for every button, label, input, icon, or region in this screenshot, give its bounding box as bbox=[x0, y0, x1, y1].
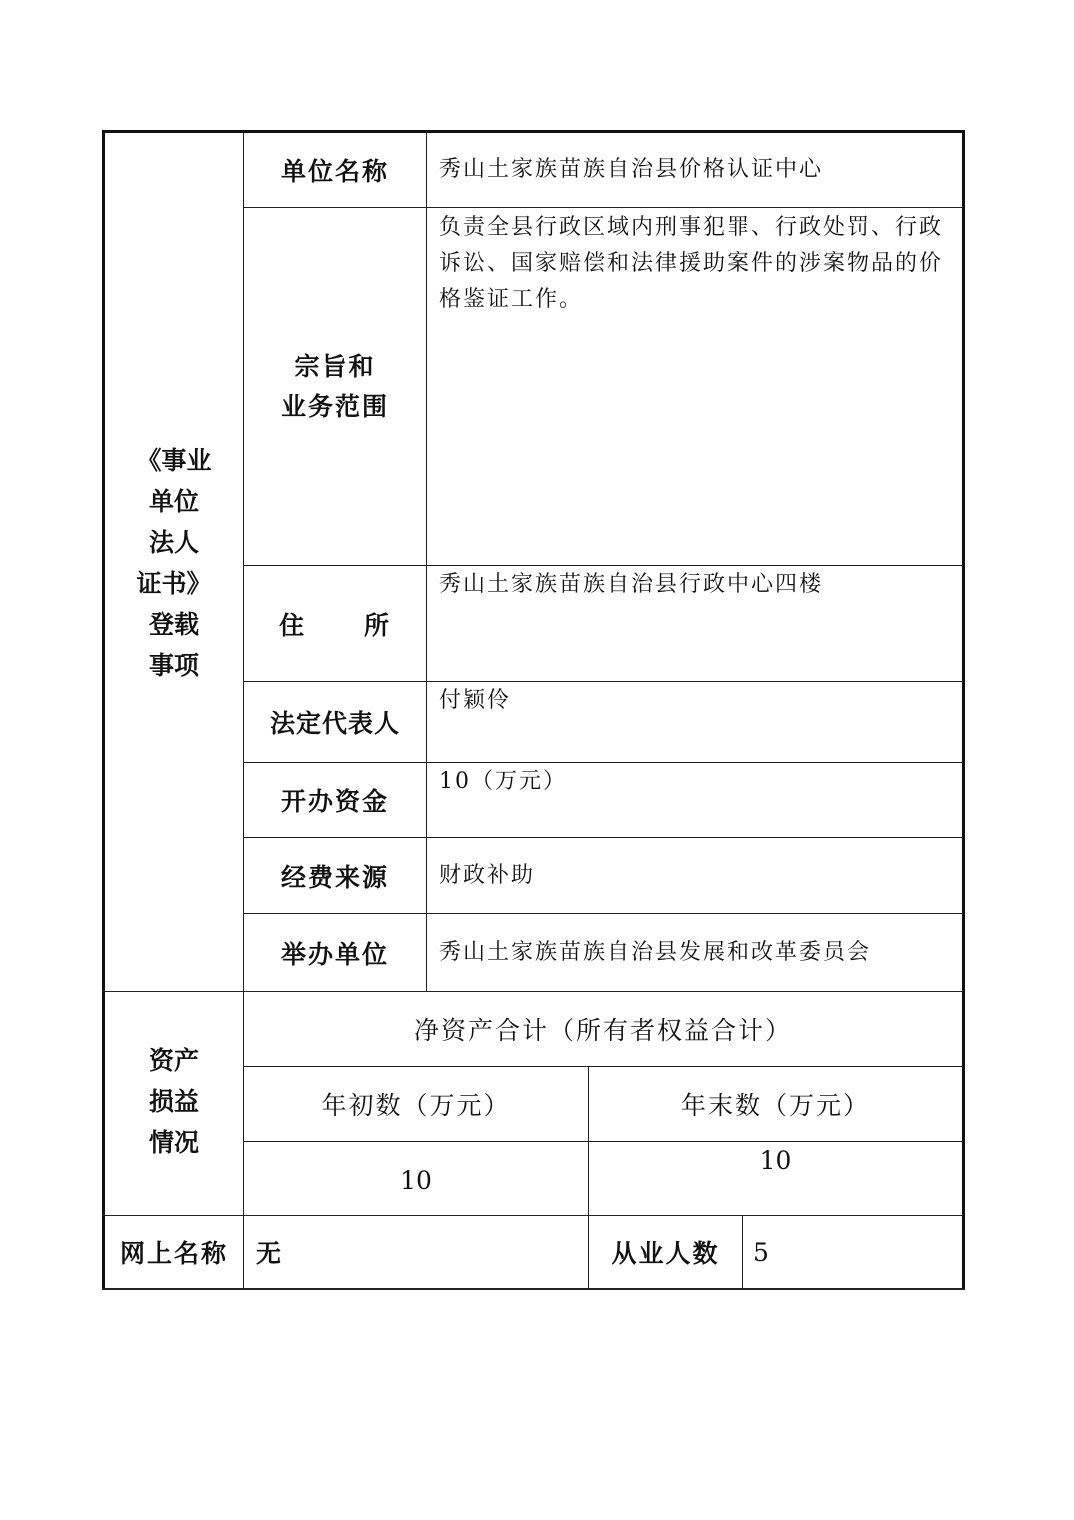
address-label-char: 住 bbox=[279, 610, 307, 640]
table-bottom-border bbox=[102, 1288, 965, 1290]
net-assets-header: 净资产合计（所有者权益合计） bbox=[413, 1016, 792, 1045]
unit-name-label: 单位名称 bbox=[280, 156, 389, 186]
section-title-line: 登载 bbox=[148, 610, 199, 639]
section-title-line: 资产 bbox=[148, 1046, 199, 1075]
section-title-line: 损益 bbox=[148, 1087, 199, 1116]
capital-value: 10（万元） bbox=[439, 769, 567, 794]
legal-rep-value: 付颖伶 bbox=[439, 688, 512, 713]
section-title-line: 情况 bbox=[148, 1128, 199, 1157]
section-title-line: 单位 bbox=[148, 487, 199, 516]
unit-name-value: 秀山土家族苗族自治县价格认证中心 bbox=[439, 156, 824, 182]
section-title-line: 事项 bbox=[148, 651, 199, 680]
address-value: 秀山土家族苗族自治县行政中心四楼 bbox=[439, 572, 824, 597]
address-label bbox=[244, 566, 426, 681]
assets-section-title bbox=[105, 1040, 243, 1163]
capital-label: 开办资金 bbox=[280, 787, 389, 816]
certificate-section-title bbox=[105, 440, 243, 686]
purpose-value: 负责全县行政区域内刑事犯罪、行政处罚、行政诉讼、国家赔偿和法律援助案件的涉案物品的价格鉴证工作。 bbox=[439, 215, 944, 312]
address-label-char: 所 bbox=[363, 610, 391, 640]
funding-value: 财政补助 bbox=[439, 862, 536, 888]
purpose-label bbox=[244, 208, 426, 565]
employees-label: 从业人数 bbox=[611, 1239, 720, 1268]
year-end-header: 年末数（万元） bbox=[680, 1091, 870, 1120]
online-name-label: 网上名称 bbox=[119, 1239, 228, 1268]
section-title-line: 证书》 bbox=[136, 569, 212, 598]
funding-label: 经费来源 bbox=[280, 862, 389, 892]
year-begin-value: 10 bbox=[400, 1165, 432, 1195]
sponsor-label: 举办单位 bbox=[280, 939, 389, 969]
legal-rep-label: 法定代表人 bbox=[269, 709, 400, 738]
employees-value: 5 bbox=[753, 1237, 769, 1267]
section-title-line: 《事业 bbox=[136, 446, 212, 475]
year-end-value: 10 bbox=[759, 1145, 792, 1175]
sponsor-value: 秀山土家族苗族自治县发展和改革委员会 bbox=[439, 939, 872, 965]
table-right-border bbox=[962, 130, 965, 1290]
purpose-label-line: 宗旨和 bbox=[294, 351, 376, 381]
online-name-value: 无 bbox=[256, 1239, 284, 1268]
section-title-line: 法人 bbox=[148, 528, 199, 557]
purpose-label-line: 业务范围 bbox=[280, 391, 389, 421]
year-begin-header: 年初数（万元） bbox=[321, 1091, 511, 1120]
